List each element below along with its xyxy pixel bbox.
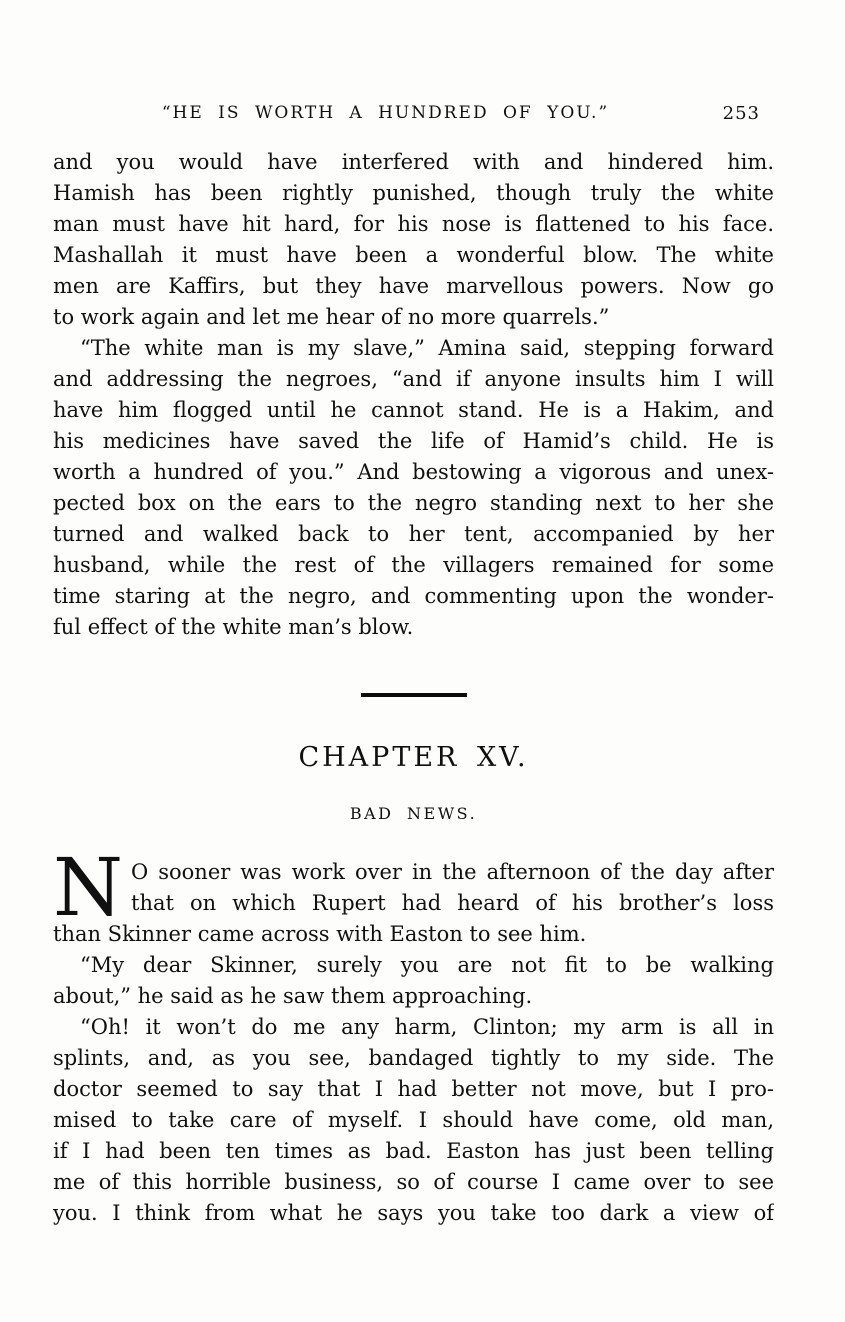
text-line: “The white man is my slave,” Amina said, stepping forward [80, 336, 774, 360]
text-line: you. I think from what he says you take too dark a view of [53, 1201, 774, 1225]
chapter-body [53, 841, 774, 1229]
paragraph [53, 950, 774, 1012]
running-title: “HE IS WORTH A HUNDRED OF YOU.” [161, 103, 610, 123]
text-line: me of this horrible business, so of course I came over to see [53, 1170, 774, 1194]
opening-paragraph [53, 841, 774, 950]
text-line: if I had been ten times as bad. Easton has just been telling [53, 1139, 774, 1163]
paragraph [53, 1012, 774, 1229]
text-line: worth a hundred of you.” And bestowing a vigorous and unex- [53, 460, 774, 484]
text-line: men are Kaffirs, but they have marvellous powers. Now go [53, 274, 774, 298]
text-line: pected box on the ears to the negro standing next to her she [53, 491, 774, 515]
text-line: his medicines have saved the life of Hamid’s child. He is [53, 429, 774, 453]
text-line: about,” he said as he saw them approaching. [53, 984, 533, 1008]
text-line: and addressing the negroes, “and if anyone insults him I will [53, 367, 774, 391]
text-line: time staring at the negro, and commenting upon the wonder- [53, 584, 774, 608]
text-line: “My dear Skinner, surely you are not fit to be walking [80, 953, 774, 977]
paragraph [53, 333, 774, 643]
text-line: have him flogged until he cannot stand. He is a Hakim, and [53, 398, 774, 422]
text-line: ful effect of the white man’s blow. [53, 615, 414, 639]
chapter-heading: CHAPTER XV. [298, 742, 529, 773]
drop-cap-letter: N [53, 841, 123, 934]
text-line: Hamish has been rightly punished, though truly the white [53, 181, 774, 205]
opening-paragraph-lines [53, 841, 774, 950]
paragraph-continuation [53, 147, 774, 333]
text-line: and you would have interfered with and hindered him. [53, 150, 774, 174]
text-line: to work again and let me hear of no more quarrels.” [53, 305, 610, 329]
text-line: that on which Rupert had heard of his brother’s loss [131, 891, 774, 915]
text-line: than Skinner came across with Easton to see him. [53, 922, 587, 946]
text-line: man must have hit hard, for his nose is flattened to his face. [53, 212, 774, 236]
text-line: splints, and, as you see, bandaged tightly to my side. The [53, 1046, 774, 1070]
text-line: “Oh! it won’t do me any harm, Clinton; my arm is all in [80, 1015, 774, 1039]
section-divider-rule [361, 693, 467, 697]
text-block [53, 0, 774, 1229]
chapter-subtitle: BAD NEWS. [349, 804, 478, 823]
text-line: mised to take care of myself. I should have come, old man, [53, 1108, 774, 1132]
text-line: turned and walked back to her tent, accompanied by her [53, 522, 774, 546]
text-line: O sooner was work over in the afternoon of the day after [131, 860, 774, 884]
text-line: doctor seemed to say that I had better not move, but I pro- [53, 1077, 774, 1101]
page-number: 253 [722, 103, 760, 124]
text-line: Mashallah it must have been a wonderful blow. The white [53, 243, 774, 267]
text-line: husband, while the rest of the villagers remained for some [53, 553, 774, 577]
